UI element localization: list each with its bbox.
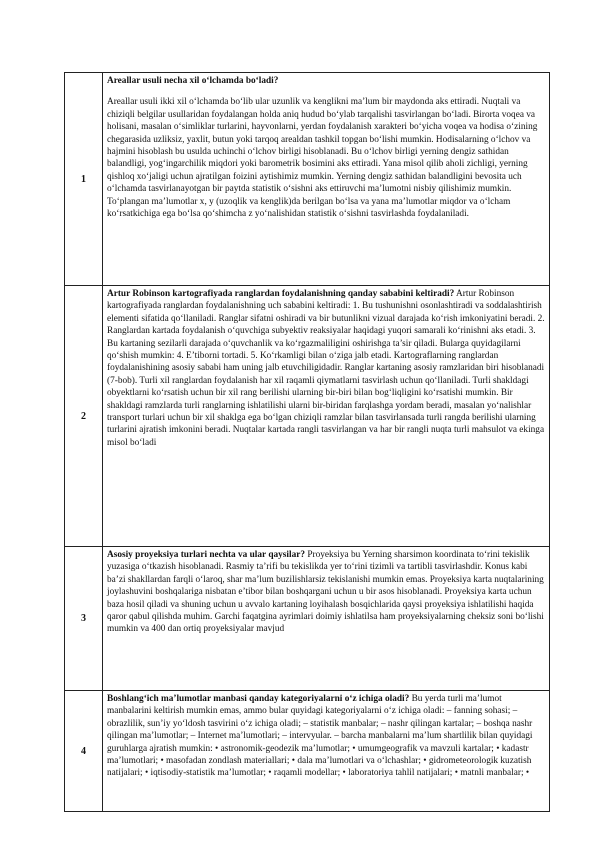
answer-text: Artur Robinson kartografiyada ranglardan foydalanishning uch sababini keltiradi: 1. Bu tushunishni osonlashtiradi va soddalashtirish elementi sifatida qo‘llaniladi. Ranglar sifatni oshiradi va bir butunlikni vizual darajada ko‘rish imkoniyatini beradi. 2. Ranglardan kartada foydalanish o‘quvchiga subyektiv reaksiyalar haqidagi yuqori samarali ko‘rinishni aks etadi. 3. Bu kartaning sezilarli darajada o‘quvchanlik va ko‘rgazmaliligini oshirishga ta’sir qiladi. Bularga quyidagilarni qo‘shish mumkin: 4. E’tiborni tortadi. 5. Ko‘rkamligi bilan o‘ziga jalb etadi. Kartograflarning ranglardan foydalanishining asosiy sababi ham uning jalb etuvchiligidadir. Ranglar kartaning asosiy ramzlaridan biri hisoblanadi (7-bob). Turli xil ranglardan foydalanish har xil raqamli qiymatlarni tasvirlash uchun qo‘llaniladi. Turli shakldagi obyektlarni ko‘rsatish uchun bir xil rang berilishi ularning bir-biri bilan bog‘liqligini ko‘rsatishi mumkin. Bir shakldagi ramzlarda turli ranglarning ishlatilishi ularni bir-biridan farqlashga yordam beradi, masalan yo‘nalishlar transport turlari uchun bir xil shaklga ega bo‘lgan chiziqli ramzlar bilan tasvirlansada turli rangda berilishi ularning turlarini ajratish imkonini beradi. Nuqtalar kartada rangli tasvirlangan va har bir rangli nuqta turli mahsulot va ekinga misol bo‘ladi xyxy=(107,289,545,448)
row-content xyxy=(103,73,550,286)
row-content xyxy=(103,286,550,547)
row-number: 4 xyxy=(65,691,103,812)
row-number: 2 xyxy=(65,286,103,547)
answer-text: Bu yerda turli ma’lumot manbalarini keltirish mumkin emas, ammo bular quyidagi kategoriyalarni o‘z ichiga oladi: – fanning sohasi; – obrazlilik, sun’iy yo‘ldosh tasvirini o‘z ichiga oladi; – statistik manbalar; – nashr qilingan kartalar; – boshqa nashr qilingan ma’lumotlar; – Internet ma’lumotlari; – intervyular. – barcha manbalarni ma’lum shartlilik bilan quyidagi guruhlarga ajratish mumkin: • astronomik-geodezik ma’lumotlar; • umumgeografik va mavzuli kartalar; • kadastr ma’lumotlari; • masofadan zondlash materiallari; • dala ma’lumotlari va o‘lchashlar; • gidrometeorologik kuzatish natijalari; • iqtisodiy-statistik ma’lumotlar; • raqamli modellar; • laboratoriya tahlil natijalari; • matnli manbalar; • xyxy=(107,694,533,779)
qa-table xyxy=(64,72,550,812)
question-text: Artur Robinson kartografiyada ranglardan foydalanishning qanday sababini keltiradi? xyxy=(107,289,455,299)
row-number: 3 xyxy=(65,547,103,691)
paragraph-gap xyxy=(107,87,545,96)
table-row xyxy=(65,691,550,812)
answer-text: Areallar usuli ikki xil o‘lchamda bo‘lib ular uzunlik va kenglikni ma’lum bir maydonda aks ettiradi. Nuqtali va chiziqli belgilar usullaridan foydalangan holda aniq hudud bo‘ylab tarqalishi tasvirlangan bo‘ladi. Birorta voqea va holisani, masalan o‘simliklar turlarini, hayvonlarni, yerdan foydalanish xarakteri bo‘yicha voqea va hodisa o‘zining chegarasida uzliksiz, yaxlit, butun yoki tarqoq arealdan tashkil topgan bo‘lishi mumkin. Hodisalarning o‘lchov va hajmini hisoblash bu usulda uchinchi o‘lchov birligi hisoblanadi. Bu o‘lchov birligi yerning dengiz sathidan balandligi, yog‘ingarchilik miqdori yoki barometrik bosimini aks ettiradi. Yana misol qilib aholi zichligi, yerning qishloq xo‘jaligi uchun ajratilgan foizini aytishimiz mumkin. Yerning dengiz sathidan balandligini bevosita uch o‘lchamda tasvirlanayotgan bir paytda statistik o‘sishni aks ettiruvchi ma’lumotni nisbiy qilishimiz mumkin. To‘plangan ma’lumotlar x, y (uzoqlik va kenglik)da berilgan bo‘lsa va yana ma’lumotlar miqdor va o‘lcham ko‘rsatkichiga ega bo‘lsa qo‘shimcha z yo‘nalishidan statistik o‘sishni tasvirlashda foydalaniladi. xyxy=(107,97,538,220)
question-text: Areallar usuli necha xil o‘lchamda bo‘ladi? xyxy=(107,76,279,86)
row-number: 1 xyxy=(65,73,103,286)
question-text: Boshlang‘ich ma’lumotlar manbasi qanday kategoriyalarni o‘z ichiga oladi? xyxy=(107,694,410,704)
row-content xyxy=(103,691,550,812)
answer-text: Proyeksiya bu Yerning sharsimon koordinata to‘rini tekislik yuzasiga o‘tkazish hisoblanadi. Rasmiy ta’rifi bu tekislikda yer to‘rini tizimli va tartibli tasvirlashdir. Konus kabi ba’zi shakllardan farqli o‘laroq, shar ma’lum buzilishlarsiz tekislanishi mumkin emas. Proyeksiya karta nuqtalarining joylashuvini boshqalariga nisbatan e’tibor bilan boshqargani uchun u bir asos hisoblanadi. Proyeksiya karta uchun baza hosil qiladi va shuning uchun u avvalo kartaning loyihalash bosqichlarida qaysi proyeksiya ishlatilishi haqida qaror qabul qilishda muhim. Garchi faqatgina ayrimlari doimiy ishlatilsa ham proyeksiyalarning cheksiz soni bo‘lishi mumkin va 400 dan ortiq proyeksiyalar mavjud xyxy=(107,550,544,635)
table-row xyxy=(65,286,550,547)
table-row xyxy=(65,73,550,286)
table-row xyxy=(65,547,550,691)
row-content xyxy=(103,547,550,691)
question-text: Asosiy proyeksiya turlari nechta va ular qaysilar? xyxy=(107,550,305,560)
